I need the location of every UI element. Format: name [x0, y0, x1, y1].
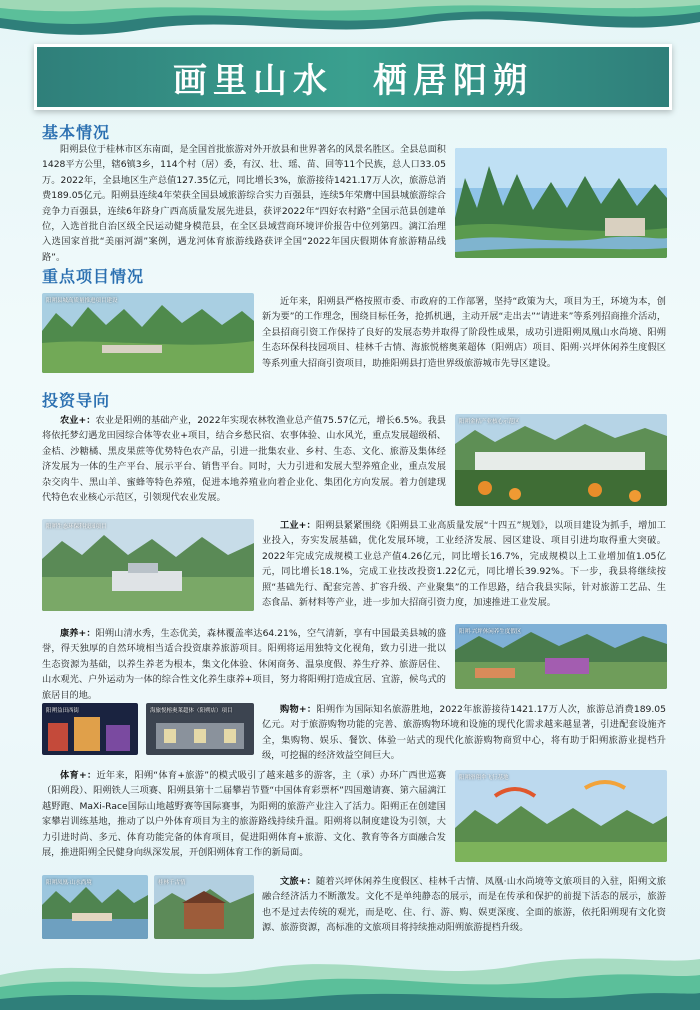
agri-text: [42, 413, 446, 505]
guilin-show-photo: [154, 875, 254, 939]
section-heading-invest: 投资导向: [42, 391, 111, 410]
outlet-mall-photo: [146, 703, 254, 755]
shopping-label: 购物+：: [280, 704, 317, 715]
phoenix-landscape-photo: [42, 875, 148, 939]
kumquat-photo: [455, 414, 667, 506]
industry-text: [262, 518, 666, 610]
title-banner: [34, 44, 672, 110]
sports-text: [42, 768, 446, 860]
industry-body: 阳朔县紧紧围绕《阳朔县工业高质量发展“十四五”规划》，以项目建设为抓手，增加工业投入，夯实发展基础，优化发展环境，工业经济发展、园区建设、项目引进均取得重大突破。2022年完成完成规模工业总产值4.26亿元，同比增长16.7%，完成规模以上工业增加值1.05亿元，同比增长18.1%，完成工业技改投资1.22亿元，同比增长39.92%。下一步，我县将继续按照“基础先行、配套完善、扩容升级、产业聚集”的工作思路，结合我县实际，针对旅游工艺品、生态食品、新材料等产业，进一步加大招商引资力度，加速推进工业发展。: [262, 520, 666, 609]
bottom-wave-decoration: [0, 935, 700, 1010]
eco-park-photo: [42, 519, 254, 611]
project-aerial-photo: [42, 293, 254, 373]
yangshuo-river-photo: [455, 148, 667, 258]
project-image-caption: 阳朔县城高质量推进项目建设: [46, 298, 118, 304]
section-heading-projects: 重点项目情况: [42, 267, 145, 286]
culture-image-caption-1: 阳朔凤凰·山水尚境: [46, 880, 92, 886]
health-label: 康养+：: [60, 628, 96, 639]
sports-body: 近年来，阳朔“体育+旅游”的模式吸引了越来越多的游客，主（承）办环广西世巡赛（阳朔段）、阳朔铁人三项赛、阳朔县第十二届攀岩节暨“中国体育彩票杯”四国邀请赛、第六届漓江越野跑、MaXi-Race国际山地越野赛等国际赛事，为阳朔的旅游产业注入了活力。阳朔正在创建国家攀岩训练基地，推动了以户外体育项目为主的旅游路线持续升温。阳朔将以制度建设为引领，大力引进时尚、多元、体育功能完备的体育项目，促进阳朔体育+旅游、文化、教育等各方面融合发展，推进阳朔全民健身向纵深发展，开创阳朔体育工作的新局面。: [42, 770, 447, 859]
culture-text: [262, 874, 666, 936]
health-text: [42, 626, 446, 703]
basic-text: 阳朔县位于桂林市区东南面，是全国首批旅游对外开放县和世界著名的风景名胜区。全县总面积1428平方公里，辖6镇3乡，114个村（居）委，有汉、壮、瑶、苗、回等11个民族，总人口33.05万。2022年，全县地区生产总值127.35亿元，同比增长3%，旅游接待1421.17万人次，旅游总消费189.05亿元。阳朔县连续4年荣获全国县域旅游综合实力百强县，连续5年荣膺中国县城旅游综合竞争力百强县，连续6年跻身广西高质量发展先进县，获评2022年“四好农村路”全国示范县创建单位，入选首批自治区级全民运动健身模范县，在全区县域营商环境评价报告中位列第四。漓江治理入选国家首批“美丽河湖”案例，遇龙河体育旅游线路获评全国“2022年国庆假期体育旅游精品线路”。: [42, 144, 446, 263]
sports-image-caption: 阳朔滑翔伞飞行基地: [459, 775, 509, 781]
agri-body: 农业是阳朔的基础产业，2022年实现农林牧渔业总产值75.57亿元，增长6.5%。我县将依托梦幻遇龙田园综合体等农业+项目，结合乡愁民宿、农事体验、山水风光，重点发展超级稻、金桔、沙糖橘、黑皮果蔗等优势特色农产品，引进一批集农业、乡村、生态、文化、旅游及集体经济发展为一体的生产平台、展示平台、销售平台。同时，大力引进和发展大型养殖企业，重点发展杂交肉牛、黑山羊、蜜蜂等特色养殖，促进本地养殖业向着企业化、集团化方向发展。着力创建现代特色农业核心示范区，引领现代农业发展。: [42, 415, 446, 504]
health-body: 阳朔山清水秀，生态优美，森林覆盖率达64.21%，空气清新，享有中国最美县城的盛誉，得天独厚的自然环境相当适合投资康养旅游项目。阳朔将运用独特文化视角，致力引进一批以生态资源为基础，以养生养老为根本，集文化体验、休闲商务、温泉度假、养生疗养、旅游居住、山水观光、户外运动为一体的综合性文化养生康养+项目，努力将阳朔打造成宜居、宜游，候鸟式的旅居目的地。: [42, 628, 447, 701]
resort-photo: [455, 624, 667, 689]
culture-label: 文旅+：: [280, 876, 317, 887]
agri-image-caption: 阳朔金桔产业核心示范区: [459, 419, 520, 425]
page-title: 画里山水 栖居阳朔: [173, 60, 533, 101]
shopping-image-caption-2: 海旅悦榕奥莱超体（阳朔店）项目: [150, 708, 233, 714]
shopping-body: 阳朔作为国际知名旅游胜地，2022年旅游接待1421.17万人次，旅游总消费189.05亿元。对于旅游购物功能的完善、旅游购物环境和设施的现代化需求越来越显著，引进配套设施齐全，集购物、娱乐、餐饮、体验一站式的现代化旅游购物商贸中心，将有助于阳朔旅游业提档升级，可挖掘的经济效益空间巨大。: [262, 704, 666, 762]
agri-label: 农业+：: [60, 415, 96, 426]
industry-label: 工业+：: [280, 520, 316, 531]
sports-label: 体育+：: [60, 770, 97, 781]
industry-image-caption: 阳朔生态环保科技园项目: [46, 524, 107, 530]
section-heading-basic: 基本情况: [42, 123, 111, 142]
culture-body: 随着兴坪休闲养生度假区、桂林千古情、凤凰·山水尚境等文旅项目的入驻，阳朔文旅融合经济活力不断激发。文化不是单纯静态的展示，而是在传承和保护的前提下活态的展示，旅游也不是过去传统的观光，而是吃、住、行、游、购、娱更深度、全面的旅游，依托阳朔现有文化资源、旅游资源，高标准的文旅项目将持续推动阳朔旅游提档升级。: [262, 876, 666, 934]
shopping-image-caption-1: 阳朔益田西街: [46, 708, 80, 714]
health-image-caption: 阳朔·兴坪休闲养生度假区: [459, 629, 522, 635]
shopping-text: [262, 702, 666, 764]
west-street-photo: [42, 703, 138, 755]
culture-image-caption-2: 桂林千古情: [158, 880, 186, 886]
projects-text: 近年来，阳朔县严格按照市委、市政府的工作部署，坚持“政策为大，项目为王，环境为本，创新为要”的工作理念，围绕目标任务，抢抓机遇，主动开展“走出去”“请进来”等系列招商推介活动，全县招商引资工作保持了良好的发展态势并取得了阶段性成果，成功引进阳朔凤凰山水尚境、阳朔生态环保科技园项目、桂林千古情、海旅悦榕奥莱超体（阳朔店）项目、阳朔·兴坪休闲养生度假区等系列重大招商引资项目，助推阳朔县打造世界级旅游城市先导区建设。: [262, 296, 666, 369]
paragliding-photo: [455, 770, 667, 862]
